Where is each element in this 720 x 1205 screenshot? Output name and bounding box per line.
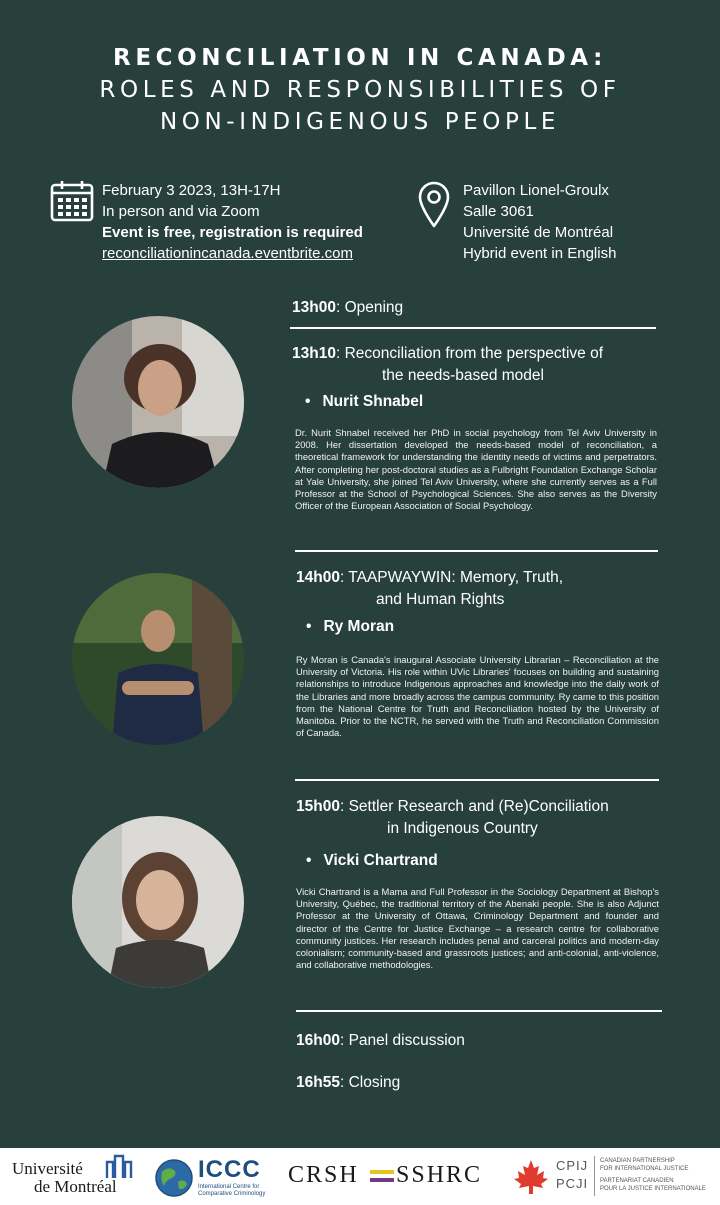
event-date: February 3 2023, 13H-17H [102, 182, 281, 199]
udem-emblem-icon [104, 1154, 134, 1180]
closing-label: : Closing [339, 1074, 401, 1091]
divider [290, 327, 656, 329]
panel-time: 16h00 [296, 1032, 340, 1049]
talk3-speaker: • Vicki Chartrand [306, 852, 438, 870]
event-format: Hybrid event in English [463, 245, 617, 262]
talk2-title-line1: : TAAPWAYWIN: Memory, Truth, [339, 569, 564, 586]
event-mode: In person and via Zoom [102, 203, 260, 220]
talk1-time: 13h10 [292, 345, 336, 362]
program-panel [296, 1030, 465, 1052]
title-line-3: NON-INDIGENOUS PEOPLE [159, 109, 561, 135]
location-room: Salle 3061 [463, 203, 534, 220]
speaker-photo-ry-moran [72, 573, 244, 745]
cpij-text: CPIJ [556, 1158, 589, 1173]
registration-note: Event is free, registration is required [102, 224, 363, 241]
title-line-1: RECONCILIATION IN CANADA: [113, 45, 607, 71]
talk2-title [296, 567, 636, 611]
talk3-speaker-bio: Vicki Chartrand is a Mama and Full Professor in the Sociology Department at Bishop's University, Québec, the traditional territory of the Abenaki people. She is also Adjunct Professor at the University of Ottawa, Criminology Department and founder and director of the Centre for Justice Exchange – a research centre for collaborative community justices. Her research includes penal and carceral politics and modern-day colonialism; community-based and grassroots justices; and anti-colonial, anti-violence, and collaborative methodologies. [296, 886, 659, 971]
iccc-logo [154, 1156, 274, 1200]
cpij-fr-line2: POUR LA JUSTICE INTERNATIONALE [600, 1186, 706, 1192]
title-line-2: ROLES AND RESPONSIBILITIES OF [99, 77, 621, 103]
cpij-en-line1: CANADIAN PARTNERSHIP [600, 1158, 675, 1164]
talk3-time: 15h00 [296, 798, 340, 815]
location-university: Université de Montréal [463, 224, 614, 241]
talk1-title-line2: the needs-based model [381, 367, 544, 384]
cpij-en-line2: FOR INTERNATIONAL JUSTICE [600, 1166, 689, 1172]
sponsor-logos [0, 1148, 720, 1205]
location-building: Pavillon Lionel-Groulx [463, 182, 609, 199]
event-details [102, 180, 363, 264]
crsh-sshrc-logo [288, 1162, 494, 1192]
talk1-title [292, 343, 664, 387]
pcji-text: PCJI [556, 1176, 589, 1191]
iccc-name: ICCC [198, 1156, 261, 1183]
registration-link[interactable]: reconciliationincanada.eventbrite.com [102, 245, 353, 262]
closing-time: 16h55 [296, 1074, 340, 1091]
divider [296, 1010, 662, 1012]
iccc-line1: International Centre for [198, 1184, 260, 1190]
udem-line1: Université [12, 1159, 83, 1178]
program-opening [292, 297, 403, 319]
panel-label: : Panel discussion [339, 1032, 465, 1049]
crsh-bars-icon [370, 1169, 394, 1185]
speaker-photo-vicki-chartrand [72, 816, 244, 988]
poster-title [0, 42, 720, 138]
divider [295, 550, 658, 552]
cpij-pcji-logo [512, 1156, 716, 1200]
event-location [463, 180, 616, 264]
opening-time: 13h00 [292, 299, 336, 316]
opening-label: : Opening [335, 299, 404, 316]
sshrc-text: SSHRC [396, 1162, 483, 1188]
udem-line2: de Montréal [34, 1177, 117, 1196]
talk2-time: 14h00 [296, 569, 340, 586]
speaker-photo-nurit-shnabel [72, 316, 244, 488]
calendar-icon [50, 180, 94, 222]
talk3-title-line1: : Settler Research and (Re)Conciliation [339, 798, 609, 815]
crsh-text: CRSH [288, 1162, 359, 1188]
cpij-fr-line1: PARTENARIAT CANADIEN [600, 1178, 674, 1184]
talk2-speaker-bio: Ry Moran is Canada's inaugural Associate University Librarian – Reconciliation at the University of Victoria. His role within UVic Libraries' focuses on building and sustaining relationships to introduce Indigenous approaches and knowledge into the daily work of the Libraries and more broadly across the campus community. Ry came to this position from the National Centre for Truth and Reconciliation hosted by the University of Manitoba. Prior to the NCTR, he served with the Truth and Reconciliation Commission of Canada. [296, 654, 659, 739]
map-pin-icon [417, 180, 451, 228]
divider [295, 779, 659, 781]
udem-logo [12, 1160, 134, 1200]
talk1-title-line1: : Reconciliation from the perspective of [335, 345, 604, 362]
talk3-title-line2: in Indigenous Country [387, 820, 538, 837]
iccc-line2: Comparative Criminology [198, 1191, 266, 1197]
logo-divider [594, 1156, 595, 1196]
talk3-title [296, 796, 668, 840]
talk2-speaker: • Ry Moran [306, 618, 394, 636]
talk2-title-line2: and Human Rights [376, 591, 505, 608]
program-closing [296, 1072, 400, 1094]
talk1-speaker: • Nurit Shnabel [305, 393, 423, 411]
maple-leaf-icon [512, 1158, 550, 1196]
globe-icon [154, 1158, 194, 1198]
talk1-speaker-bio: Dr. Nurit Shnabel received her PhD in social psychology from Tel Aviv University in 2008. Her dissertation developed the needs-based model of reconciliation, a theoretical framework for understanding the identity needs of victims and perpetrators. After completing her post-doctoral studies as a Fulbright Foundation Exchange Scholar at Yale University, she joined Tel Aviv University, where she currently serves as a Full Professor at the School of Psychological Sciences. She also serves as the Diversity Officer of the European Association of Social Psychology. [295, 427, 657, 512]
